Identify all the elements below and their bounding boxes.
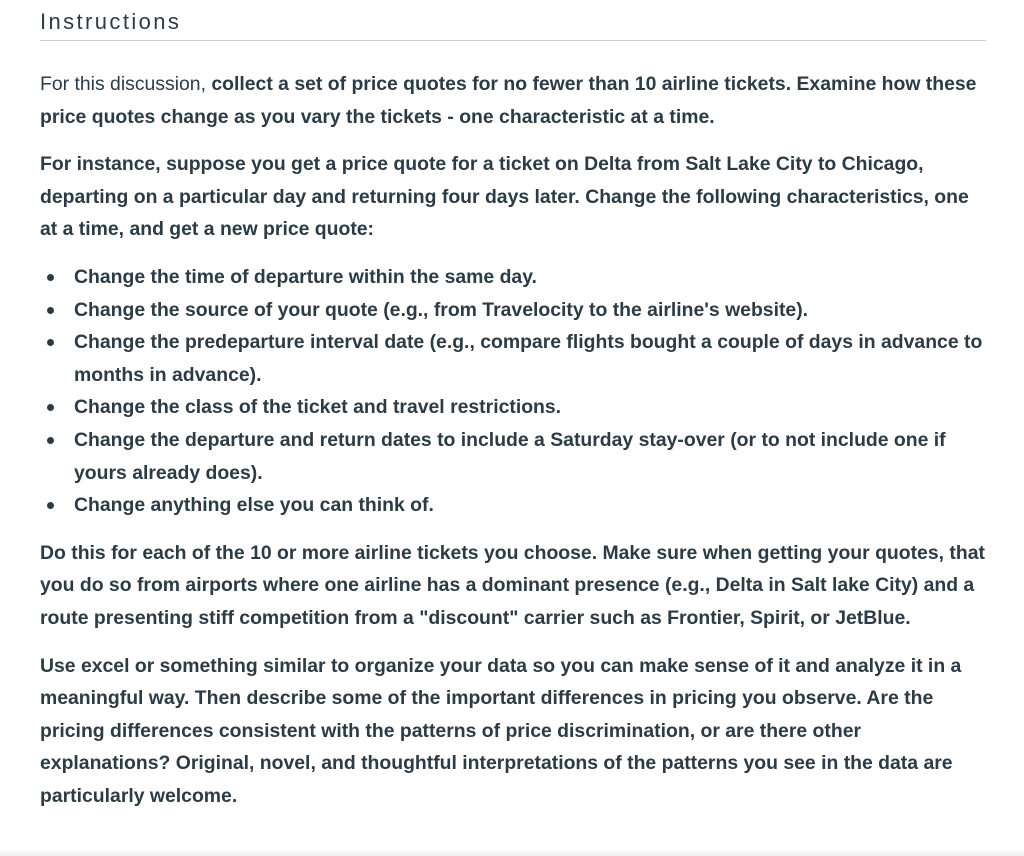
- list-item-text: Change the predeparture interval date (e.g., compare flights bought a couple of days in advance to months in advance).: [74, 331, 983, 386]
- list-item-text: Change the time of departure within the same day.: [74, 265, 537, 288]
- bullet-icon: [47, 502, 54, 509]
- list-item: [74, 326, 986, 391]
- analysis-paragraph: Use excel or something similar to organize your data so you can make sense of it and analyze it in a meaningful way. Then describe some of the important differences in pricing you observe. Are the pricing differences consistent with the patterns of price discrimination, or are there other explanations? Original, novel, and thoughtful interpretations of the patterns you see in the data are particularly welcome.: [40, 654, 962, 807]
- intro-plain-text: For this discussion,: [40, 73, 212, 95]
- instructions-panel: [40, 0, 986, 812]
- procedure-paragraph: Do this for each of the 10 or more airline tickets you choose. Make sure when getting your quotes, that you do so from airports where one airline has a dominant presence (e.g., Delta in Salt lake City) and a route presenting stiff competition from a "discount" carrier such as Frontier, Spirit, or JetBlue.: [40, 541, 985, 629]
- list-item-text: Change the departure and return dates to include a Saturday stay-over (or to not include one if yours already does).: [74, 428, 946, 484]
- instructions-body: [40, 68, 986, 812]
- list-item-text: Change the source of your quote (e.g., from Travelocity to the airline's website).: [74, 298, 809, 321]
- list-item: [74, 294, 986, 327]
- bullet-icon: [47, 274, 54, 281]
- bullet-icon: [47, 339, 54, 346]
- intro-bold-text: collect a set of price quotes for no fewer than 10 airline tickets. Examine how these price quotes change as you vary the tickets - one characteristic at a time.: [40, 73, 977, 128]
- list-item: [74, 424, 986, 489]
- bullet-icon: [47, 437, 54, 444]
- intro-paragraph: [40, 68, 986, 133]
- list-item: [74, 489, 986, 522]
- example-paragraph: For instance, suppose you get a price quote for a ticket on Delta from Salt Lake City to Chicago, departing on a particular day and returning four days later. Change the following characteristics, one at a time, and get a new price quote:: [40, 153, 969, 241]
- list-item: [74, 391, 986, 424]
- bullet-icon: [47, 404, 54, 411]
- characteristics-list: [40, 261, 986, 522]
- bullet-icon: [47, 307, 54, 314]
- bottom-fade: [0, 850, 1024, 856]
- list-item-text: Change anything else you can think of.: [74, 494, 434, 517]
- list-item: [74, 261, 986, 294]
- list-item-text: Change the class of the ticket and travel restrictions.: [74, 396, 562, 419]
- instructions-heading: Instructions: [40, 0, 986, 41]
